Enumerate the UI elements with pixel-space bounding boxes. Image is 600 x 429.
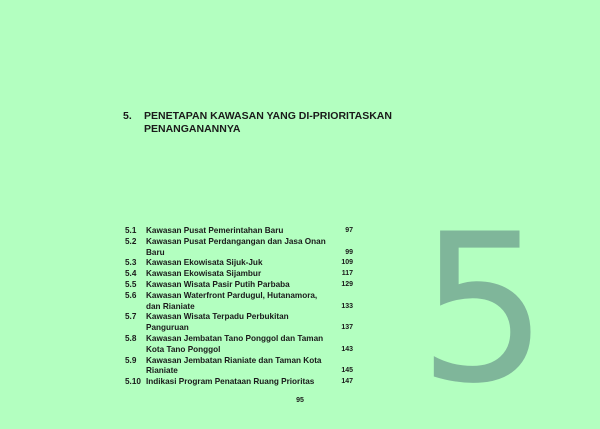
toc-item[interactable] [125, 377, 353, 388]
toc-item[interactable] [125, 356, 353, 378]
toc-item-page: 145 [341, 367, 353, 375]
toc-item[interactable] [125, 226, 353, 237]
toc-item-title: Kawasan Jembatan Rianiate dan Taman Kota Rianiate [146, 355, 322, 376]
toc-item-number: 5.10 [125, 377, 141, 387]
toc-item-number: 5.4 [125, 269, 137, 279]
toc-item-number: 5.2 [125, 236, 137, 246]
toc-item[interactable] [125, 312, 353, 334]
toc-item-page: 143 [341, 345, 353, 353]
toc-item[interactable] [125, 334, 353, 356]
toc-item-number: 5.6 [125, 290, 137, 300]
chapter-heading [123, 110, 394, 136]
toc-item-page: 109 [341, 259, 353, 267]
toc-item-page: 97 [345, 227, 353, 234]
toc-item-number: 5.5 [125, 279, 137, 289]
toc-item-number: 5.9 [125, 355, 137, 365]
toc-item-page: 129 [341, 280, 353, 288]
toc-item-title: Kawasan Jembatan Tano Ponggol dan Taman Kota Tano Ponggol [146, 333, 324, 354]
toc-item-number: 5.7 [125, 312, 137, 322]
toc-item-page: 99 [345, 248, 353, 256]
toc-item-title: Kawasan Ekowisata Sijambur [146, 269, 262, 279]
toc-item-page: 147 [341, 378, 353, 386]
toc-item-page: 117 [341, 270, 353, 278]
chapter-big-number: 5 [418, 191, 545, 429]
toc-item-number: 5.8 [125, 333, 137, 343]
toc-item-number: 5.3 [125, 258, 137, 268]
toc-item-title: Kawasan Ekowisata Sijuk-Juk [146, 258, 263, 268]
toc-item-number: 5.1 [125, 226, 137, 235]
toc-item[interactable] [125, 258, 353, 269]
toc-item-title: Kawasan Pusat Perdangangan dan Jasa Onan Baru [146, 236, 326, 257]
toc-item-title: Kawasan Waterfront Pardugul, Hutanamora, dan Rianiate [146, 290, 318, 311]
toc-item[interactable] [125, 291, 353, 313]
toc-item-page: 133 [341, 302, 353, 310]
toc-item-title: Kawasan Wisata Pasir Putih Parbaba [146, 279, 290, 289]
toc-item-title: Indikasi Program Penataan Ruang Prioritas [146, 377, 315, 387]
toc-item[interactable] [125, 269, 353, 280]
toc-item-page: 137 [341, 324, 353, 332]
page-number: 95 [296, 397, 304, 404]
toc-item-title: Kawasan Pusat Pemerintahan Baru [146, 226, 284, 235]
toc-item-title: Kawasan Wisata Terpadu Perbukitan Panguruan [146, 312, 289, 333]
toc-item[interactable] [125, 280, 353, 291]
chapter-number: 5. [123, 110, 132, 122]
table-of-contents [125, 226, 353, 388]
toc-item[interactable] [125, 237, 353, 259]
chapter-title: PENETAPAN KAWASAN YANG DI-PRIORITASKAN PENANGANANNYA [144, 110, 392, 135]
